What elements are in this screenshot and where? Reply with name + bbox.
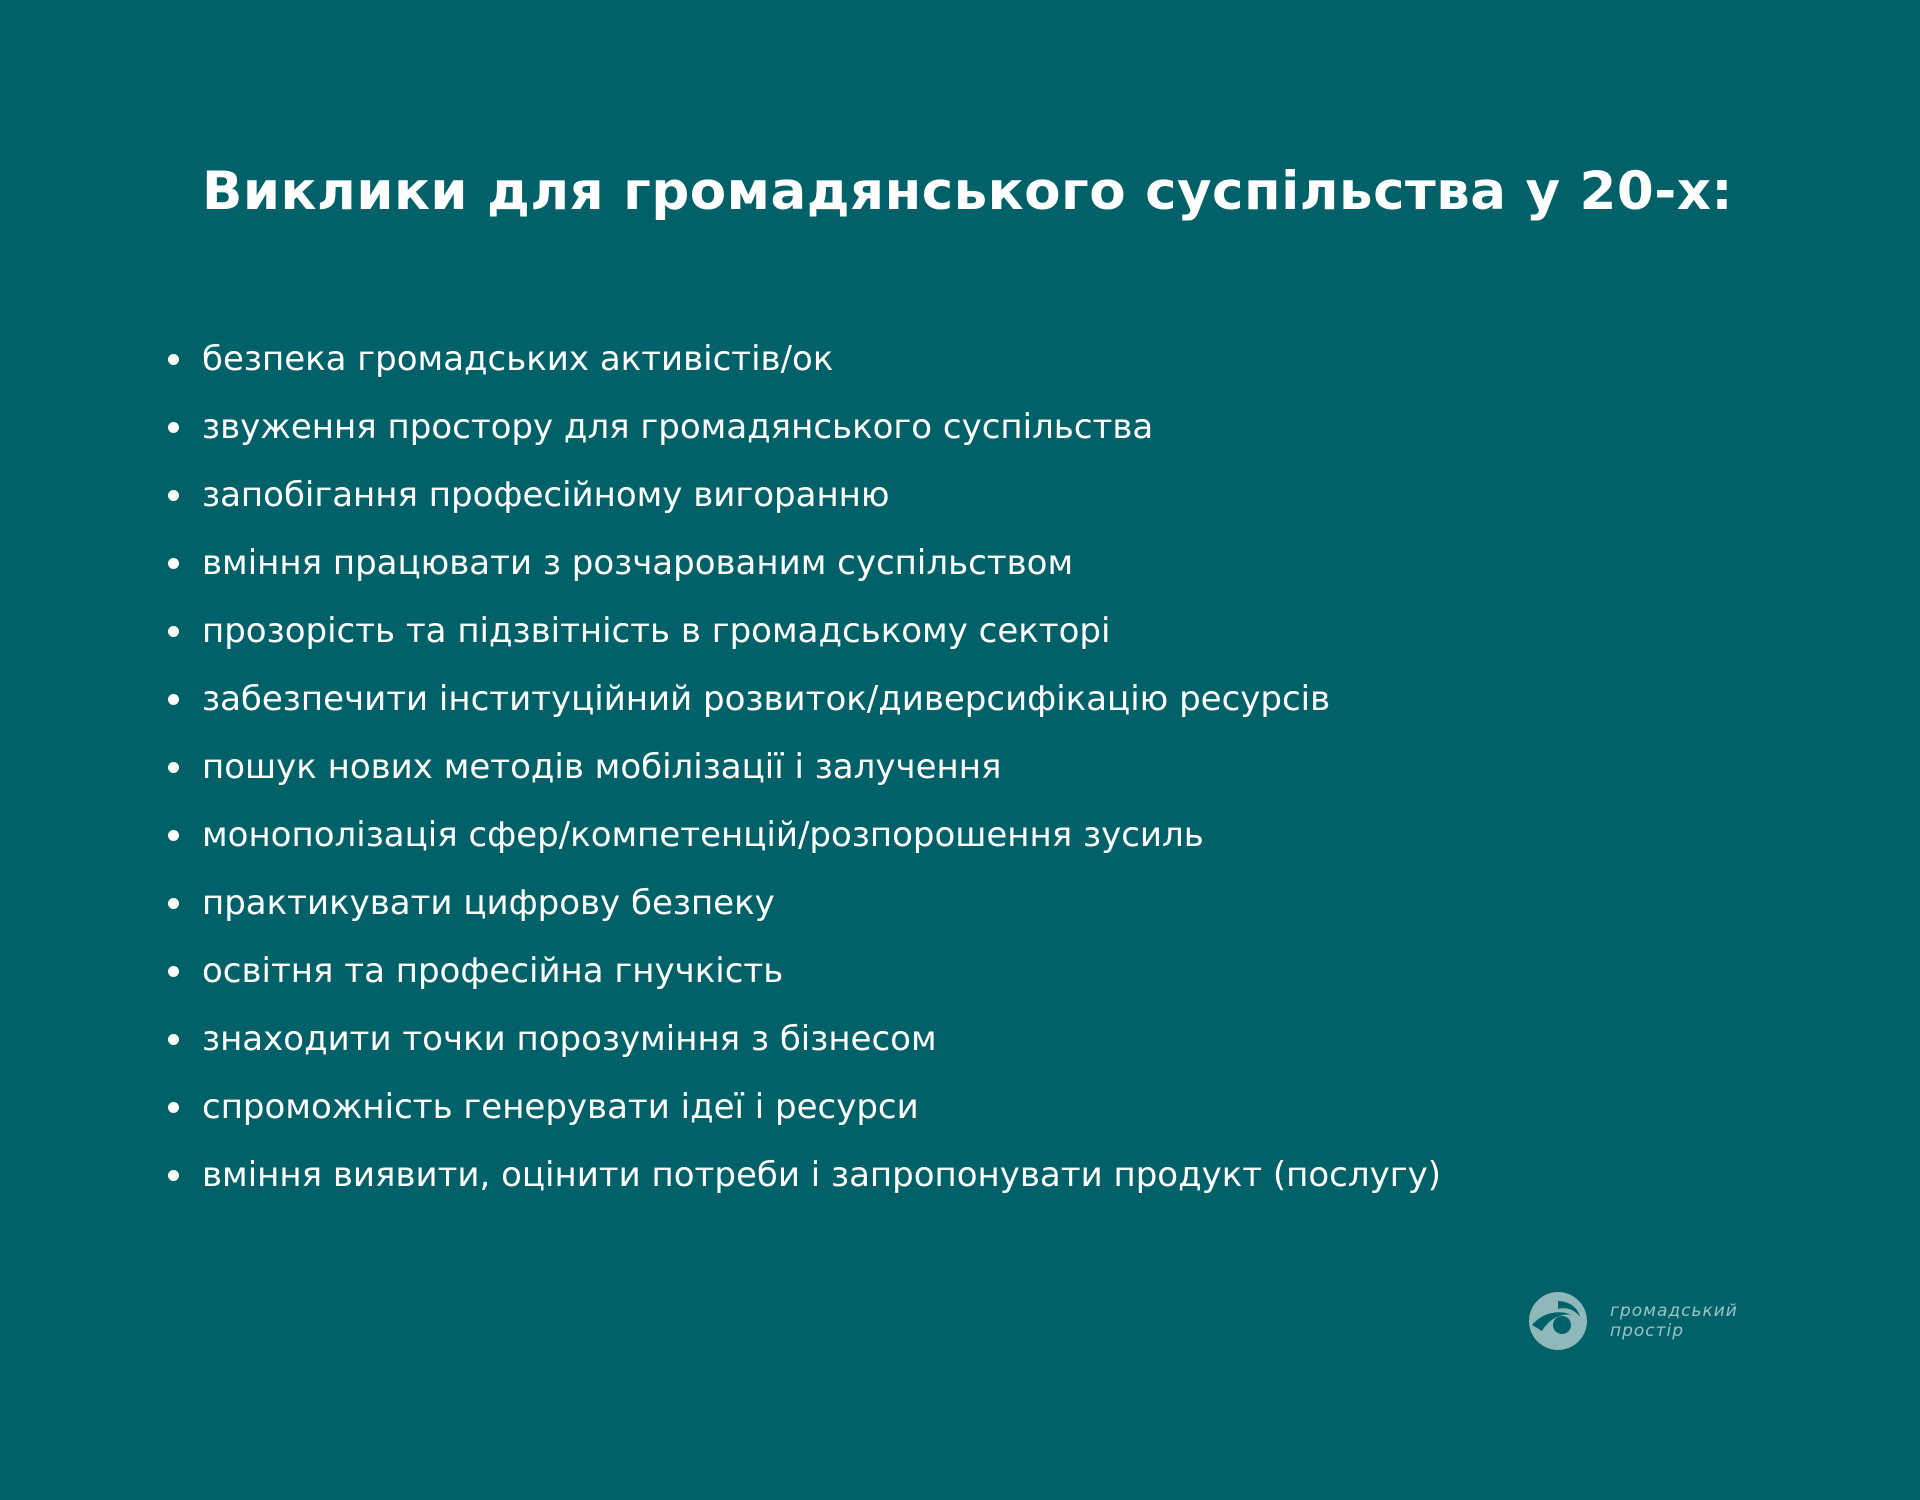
list-item-text: прозорість та підзвітність в громадському секторі xyxy=(202,611,1111,651)
logo-circle-icon xyxy=(1528,1291,1588,1351)
list-item xyxy=(168,1073,1728,1141)
logo-text-line1: громадський xyxy=(1610,1301,1738,1321)
list-item-text: безпека громадських активістів/ок xyxy=(202,339,834,379)
bullet-icon xyxy=(168,694,179,705)
list-item xyxy=(168,733,1728,801)
bullet-icon xyxy=(168,1170,179,1181)
bullet-icon xyxy=(168,626,179,637)
list-item-text: знаходити точки порозуміння з бізнесом xyxy=(202,1019,937,1059)
bullet-icon xyxy=(168,1034,179,1045)
bullet-icon xyxy=(168,490,179,501)
bullet-icon xyxy=(168,558,179,569)
challenges-list xyxy=(168,325,1728,1209)
list-item xyxy=(168,529,1728,597)
list-item-text: пошук нових методів мобілізації і залучення xyxy=(202,747,1002,787)
bullet-icon xyxy=(168,898,179,909)
logo xyxy=(1528,1290,1788,1352)
list-item-text: забезпечити інституційний розвиток/диверсифікацію ресурсів xyxy=(202,679,1331,719)
list-item xyxy=(168,665,1728,733)
bullet-icon xyxy=(168,422,179,433)
logo-text xyxy=(1610,1301,1738,1341)
list-item-text: освітня та професійна гнучкість xyxy=(202,951,784,991)
page-title: Виклики для громадянського суспільства у 20-х: xyxy=(202,161,1734,222)
list-item xyxy=(168,325,1728,393)
list-item-text: вміння працювати з розчарованим суспільством xyxy=(202,543,1074,583)
list-item xyxy=(168,801,1728,869)
bullet-icon xyxy=(168,966,179,977)
list-item xyxy=(168,1005,1728,1073)
list-item xyxy=(168,597,1728,665)
bullet-icon xyxy=(168,830,179,841)
list-item-text: практикувати цифрову безпеку xyxy=(202,883,775,923)
logo-text-line2: простір xyxy=(1610,1321,1685,1341)
bullet-icon xyxy=(168,762,179,773)
list-item-text: спроможність генерувати ідеї і ресурси xyxy=(202,1087,919,1127)
bullet-icon xyxy=(168,1102,179,1113)
list-item xyxy=(168,1141,1728,1209)
list-item-text: запобігання професійному вигоранню xyxy=(202,475,890,515)
list-item xyxy=(168,937,1728,1005)
list-item-text: вміння виявити, оцінити потреби і запропонувати продукт (послугу) xyxy=(202,1155,1441,1195)
list-item xyxy=(168,869,1728,937)
list-item xyxy=(168,461,1728,529)
list-item xyxy=(168,393,1728,461)
list-item-text: звуження простору для громадянського суспільства xyxy=(202,407,1154,447)
list-item-text: монополізація сфер/компетенцій/розпорошення зусиль xyxy=(202,815,1204,855)
bullet-icon xyxy=(168,354,179,365)
